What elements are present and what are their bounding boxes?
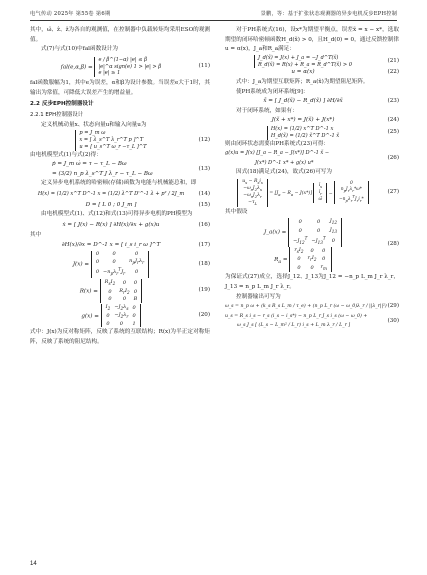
equation-24 xyxy=(225,116,399,126)
piecewise-brace xyxy=(94,57,161,77)
equation-number: (22) xyxy=(387,69,399,76)
equation-28: J_a(x) = 0 0 $J_{12}$ 0 0 $J_{13}$ $-J_{12}^T$ $-J_{13}^T$ 0 $R_a$ = $r_sI_2$ 0 0 0 $r_rI_2$ 0 0 0 $r_m$ (28) xyxy=(263,218,399,271)
matrix-error: $ĩ_s$ $ĩ_r$ ω̃ xyxy=(313,183,327,203)
paragraph: 式中：J_a为期望互联矩阵；R_a(x̃)为期望阻尼矩阵。 xyxy=(236,78,369,85)
eq-row: ω_s J_s [ (L_s − L_m² / L_r) i_s + L_m λ_r / L_r ] xyxy=(237,323,351,329)
matrix-input: $u_s - R_si_s$ $-\omega_sJ_2\lambda_s$ $-\omega_sJ_2\lambda_r$ $-\tau_L$ xyxy=(237,179,268,207)
equation-lhs: g(x) = xyxy=(81,313,99,320)
paragraph: 其中假设 xyxy=(225,208,248,215)
equation-16 xyxy=(30,221,210,231)
equation-body: ẋ = [ J(x) − R(x) ] ∂H(x)/∂x + g(x)u xyxy=(62,221,160,228)
equation-number: (26) xyxy=(387,154,399,161)
equation-11 xyxy=(30,57,210,77)
equation-number: (23) xyxy=(387,98,399,105)
paragraph: 控制器输出可写为 xyxy=(236,293,281,300)
eq-row: p = J_m ω xyxy=(79,130,106,137)
paragraph: 定义异步电机系统的哈密顿(存储)函数为电能与机械能总和，即 xyxy=(41,180,197,187)
paragraph: 为保证式(27)成立，选择J_12、J_13为J_12 = −n_p L_m J_r λ_r，J_13 = n_p L_m J_r λ_r。 xyxy=(225,274,399,290)
eq-row: J_d(x̃) = J(x) + J_a = −J_d^T(x̃) xyxy=(257,54,339,61)
matrix-J: 0 0 0 0 0 $n_pJ_r\lambda_r$ 0 $-n_p\lambda_r^TJ_r$ 0 xyxy=(91,251,149,277)
paragraph: 式(7)与式(10)中fal函数设计为 xyxy=(41,46,118,53)
paragraph: 其中 xyxy=(30,232,42,239)
equation-number: (14) xyxy=(198,190,210,197)
equation-body: D = [ L 0 ; 0 J_m ] xyxy=(85,201,137,208)
eq-row: u = [ u_s^T ω_r −τ_L ]^T xyxy=(79,143,147,150)
right-column xyxy=(225,26,399,331)
case-row: e |e| ≥ 1 xyxy=(98,70,121,77)
eq-row: u_s = R_s i_s − r_s (i_s − i_s*) − n_p L_r J_s i_s (ω − ω_0) + xyxy=(225,313,368,319)
case-row: e / β^(1−α) |e| ≤ β xyxy=(98,56,148,63)
equation-body: u = α(x) xyxy=(291,69,315,76)
journal-header: 电气传动 2025年 第55卷 第6期 xyxy=(30,11,111,17)
matrix-g: $I_2$ $-J_2\lambda_s$ 0 0 $-J_2\lambda_r$ 0 0 0 1 xyxy=(101,304,141,328)
equation-number: (28) xyxy=(387,241,399,248)
equation-23 xyxy=(225,97,399,107)
equation-number: (12) xyxy=(198,136,210,143)
equation-number: (27) xyxy=(387,188,399,195)
left-column xyxy=(30,26,210,348)
equation-19 xyxy=(30,279,210,303)
paragraph: fal函数服幅为1，其中e为误差，α和β为设计参数。当误差e大于1时，其输出为常值，可降低大误差产生的增益量。 xyxy=(30,80,210,96)
equation-lhs: R(x) = xyxy=(79,288,98,295)
equation-12 xyxy=(30,130,210,150)
equation-number: (20) xyxy=(198,311,210,318)
paragraph: 对于闭环系统，如果有： xyxy=(236,107,298,114)
equation-number: (30) xyxy=(387,317,399,324)
equation-number: (13) xyxy=(198,165,210,172)
equation-26 xyxy=(225,149,399,168)
equation-number: (11) xyxy=(198,63,210,70)
matrix-Ja: 0 0 $J_{12}$ 0 0 $J_{13}$ $-J_{12}^T$ $-J_{13}^T$ 0 xyxy=(288,218,342,246)
equation-13 xyxy=(30,160,210,179)
paragraph: 由电机模型式(1)、式(12)和式(13)可得异步电机的PH模型为 xyxy=(41,211,193,218)
subsection-heading: 2.2.1 EPH控制器设计 xyxy=(30,111,84,118)
eq-row: H(x) = (1/2) x^T D^-1 x xyxy=(270,125,334,132)
equation-30 xyxy=(225,312,399,331)
equation-22 xyxy=(225,68,399,78)
equation-number: (21) xyxy=(387,57,399,64)
paragraph: 其中，ω̂、ẑ、ẑ为各自的观测值，在控制器中负载转矩均采用ESO的观测值。 xyxy=(30,27,210,43)
equation-body: J(x̃ + x*) = J(x̃) + J(x*) xyxy=(271,117,335,124)
matrix-equilibrium: 0 $n_pJ_r\lambda_r*\omega*$ $-n_p\lambda_r^TJ_ri_r*$ xyxy=(334,181,369,204)
equation-number: (19) xyxy=(198,287,210,293)
equation-number: (24) xyxy=(387,117,399,124)
equation-body: ∂H(x)/∂x = D^-1 x = [ i_s i_r ω ]^T xyxy=(61,241,161,248)
eq-row: ṗ = J_m ω̇ = τ − τ_L − Bω xyxy=(52,161,127,168)
equation-15 xyxy=(30,201,210,211)
paragraph: 由电机模型式(1)与式(2)得： xyxy=(30,151,102,158)
running-header xyxy=(30,10,397,21)
paragraph: 对于PH系统式(16)，设x*为期望平衡点，误差x̃ = x − x*，选取期望的闭环哈密顿函数H_d(x̃) > 0，且H_d(0) = 0，通过反馈控制律u = α(x)，J_a和R_a满足： xyxy=(225,27,399,53)
paragraph: 则由闭环状态需要由PH系统式(23)可得： xyxy=(225,140,330,147)
equation-system xyxy=(267,126,339,140)
eq-row: = (3/2) n_p λ_s^T J λ_r − τ_L − Bω xyxy=(52,170,153,177)
equation-body: x̃̇ = [ J_d(x̃) − R_d(x̃) ] ∂H/∂x̃ xyxy=(263,98,343,105)
matrix-Ra: $r_sI_2$ 0 0 0 $r_rI_2$ 0 0 0 $r_m$ xyxy=(289,247,332,273)
eq-row: H_d(x̃) = (1/2) x̃^T D^-1 x̃ xyxy=(270,132,340,139)
equation-number: (15) xyxy=(198,201,210,208)
page-number: 14 xyxy=(30,561,37,567)
matrix-R: $R_sI_2$ 0 0 0 $R_rI_2$ 0 0 0 B xyxy=(100,279,143,303)
paragraph: 式中：J(x)为反对称矩阵，反映了系统的互联结构；R(x)为半正定对称矩阵，反映了系统的阻尼结构。 xyxy=(30,329,210,346)
article-header: 景鹏，等：基于扩张状态观测器的异步电机反步EPH控制 xyxy=(260,11,397,17)
equation-lhs: J(x) = xyxy=(72,262,90,269)
eq-row: g(x)u = J(x) [J_a − R_a − J(x*)] D^-1 x̃ − xyxy=(225,150,330,157)
paragraph: 定义机械动量x、状态向量u和输入向量u为 xyxy=(41,121,147,128)
eq-row: J(x*) D^-1 x* + g(x) u* xyxy=(255,159,314,166)
equation-number: (18) xyxy=(198,260,210,267)
equation-number: (29) xyxy=(387,303,399,310)
paragraph: 因式(18)满足式(24)，故式(26)可写为 xyxy=(236,169,332,176)
equation-18 xyxy=(30,251,210,277)
equation-body: H(x) = (1/2) x^T D^-1 x = (1/2) λ^T D'^-1 λ + p² / 2J_m xyxy=(37,190,185,197)
equation-system xyxy=(254,55,352,69)
case-row: |e|^α sign(e) 1 > |e| > β xyxy=(98,63,162,70)
eq-row: x = [ λ_s^T λ_r^T p ]^T xyxy=(79,136,144,143)
equation-number: (16) xyxy=(198,221,210,228)
equation-25 xyxy=(225,126,399,140)
equation-17 xyxy=(30,241,210,251)
eq-row: R_d(x̃) = R(x) + R_a = R_d^T(x̃) > 0 xyxy=(257,61,352,68)
equation-21 xyxy=(225,55,399,69)
equation-29 xyxy=(225,302,399,312)
equation-number: (25) xyxy=(387,128,399,135)
equation-27: $u_s - R_si_s$ $-\omega_sJ_2\lambda_s$ $-\omega_sJ_2\lambda_r$ $-\tau_L$ = $[J_a - R_a - J(x*)]$ $ĩ_s$ $ĩ_r$ ω̃ − 0 $n_pJ_r\lambda_r*\omega*$ $-n_p\lambda_r^TJ_ri_r*$ (27) xyxy=(225,179,399,207)
equation-body: ω_s = n_p ω + (k_s R_s L_m / τ_e) + (n_p L_r (ω − ω_0)λ_r / ||λ_r||²) xyxy=(225,304,387,310)
paragraph: 使PH系统成为闭环系统[9]： xyxy=(236,88,309,95)
equation-lhs: fal(e,α,β) = xyxy=(60,64,93,71)
equation-system xyxy=(75,130,146,150)
equation-20 xyxy=(30,304,210,328)
equation-14 xyxy=(30,190,210,200)
equation-lhs: J_a(x) = xyxy=(263,229,287,236)
equation-number: (17) xyxy=(198,241,210,248)
section-heading: 2.2 反步EPH控制器设计 xyxy=(30,101,94,108)
